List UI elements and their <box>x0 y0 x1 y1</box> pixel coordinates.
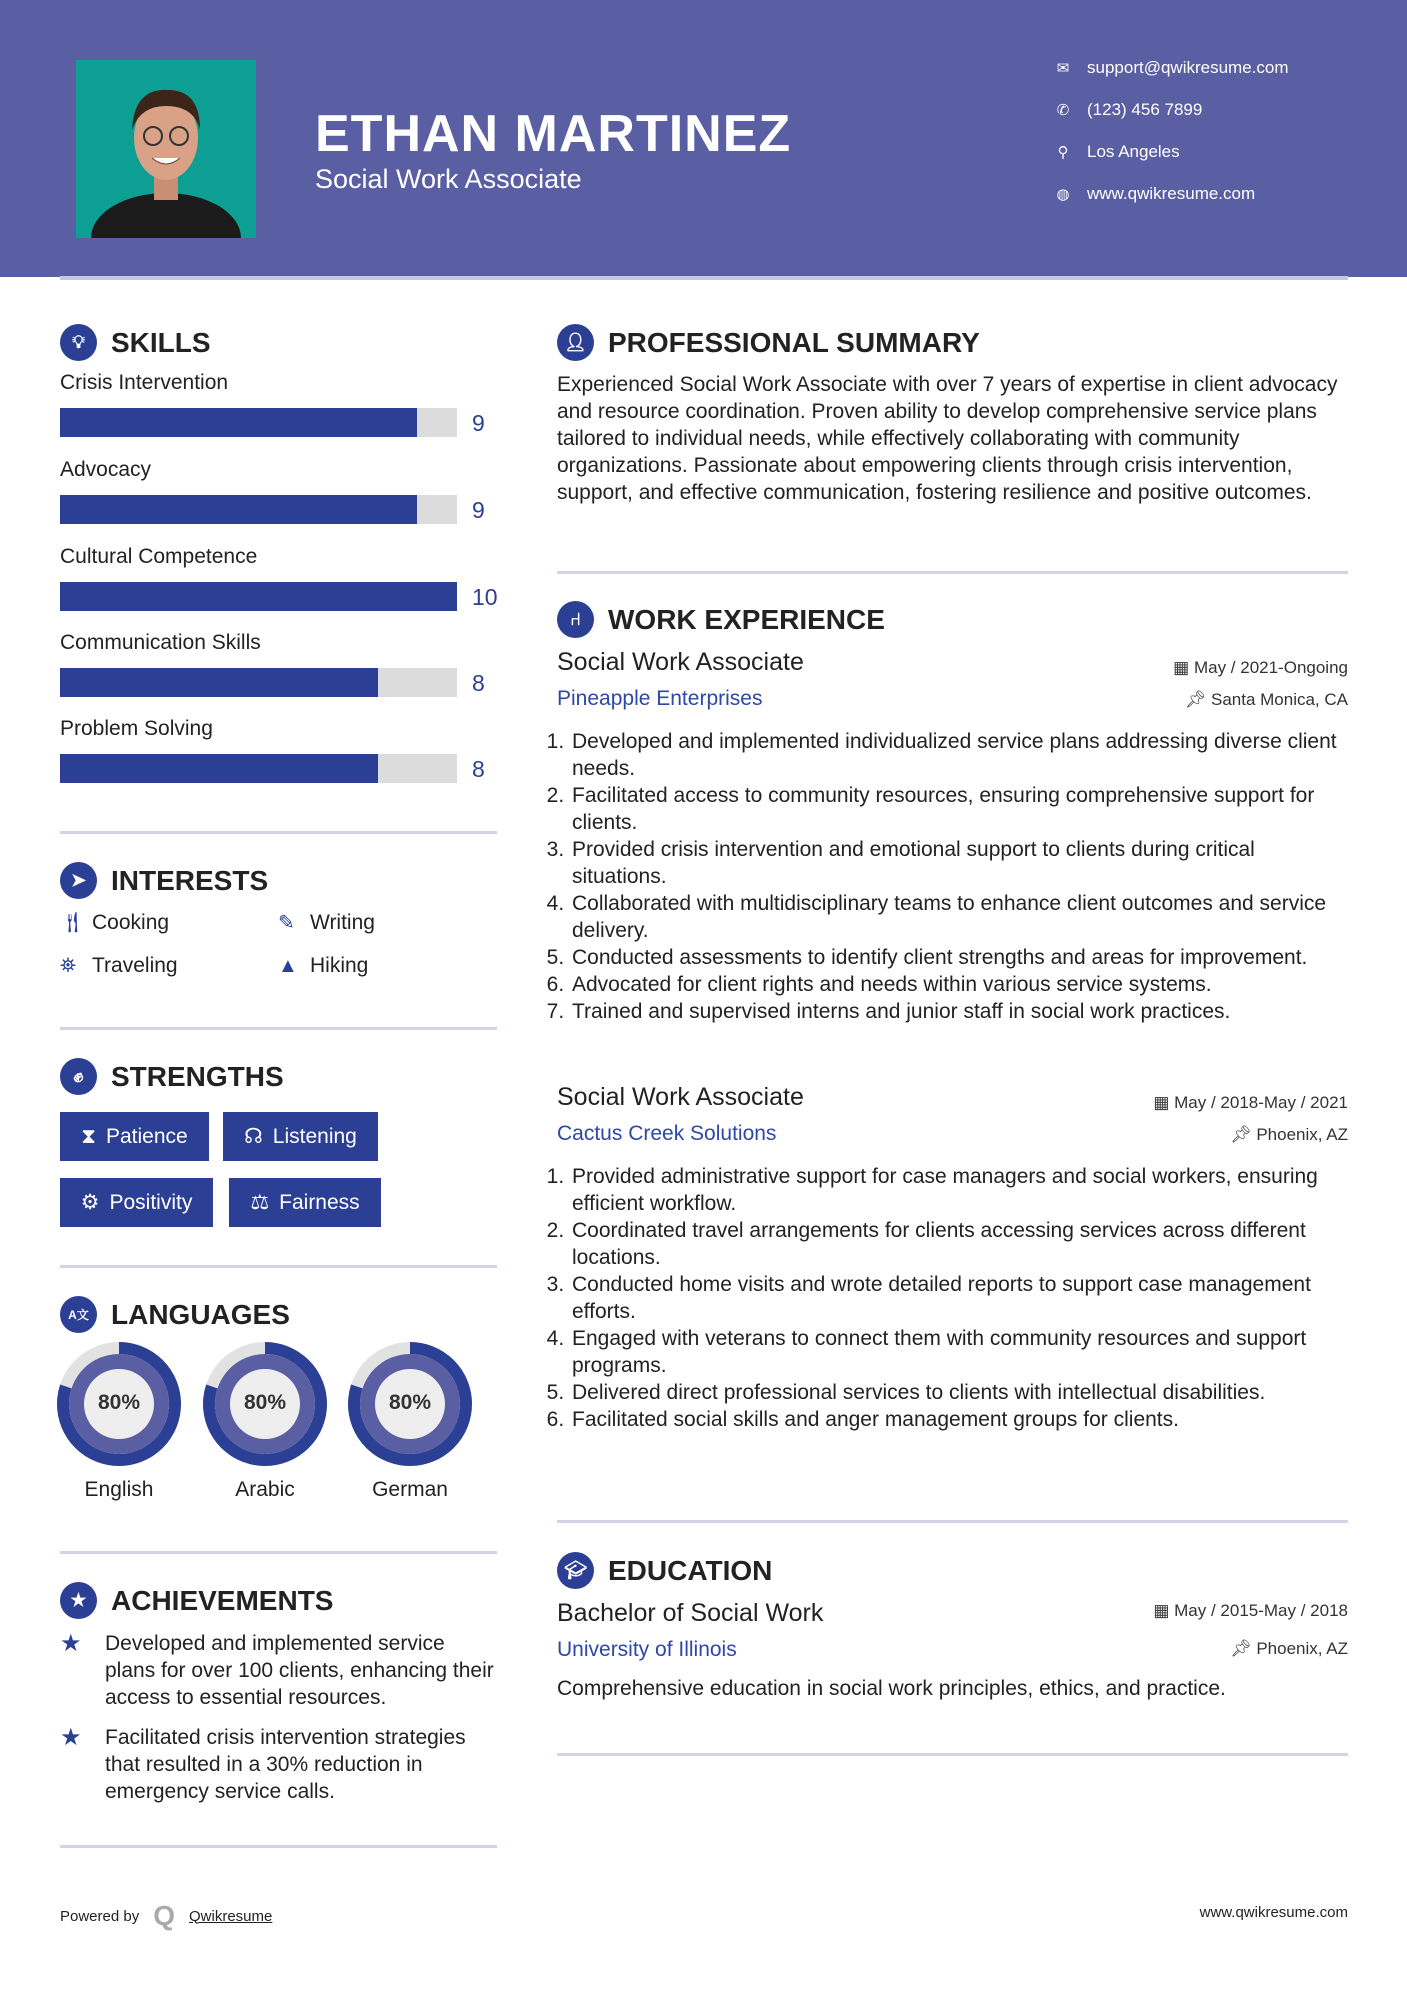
contact-website[interactable] <box>1053 184 1255 204</box>
strength-label: Positivity <box>109 1190 193 1214</box>
user-icon: 👤︎ <box>557 324 594 361</box>
interests-heading <box>60 862 268 899</box>
utensils-icon: 🍴︎ <box>60 912 86 934</box>
location-text: Phoenix, AZ <box>1256 1639 1348 1658</box>
pushpin-icon: 📌︎ <box>1230 1639 1257 1658</box>
skill-label: Advocacy <box>60 458 152 481</box>
paper-plane-icon: ➤ <box>60 862 97 899</box>
contact-location <box>1053 142 1180 162</box>
interest-label: Cooking <box>92 910 170 934</box>
shooting-star-icon: ★ <box>60 1724 82 1751</box>
footer-website[interactable]: www.qwikresume.com <box>1199 1904 1348 1921</box>
qwikresume-logo-icon: Q <box>153 1900 175 1931</box>
skills-title: SKILLS <box>111 326 211 358</box>
interest-label: Hiking <box>310 954 369 977</box>
fist-icon: ✊︎ <box>60 1058 97 1095</box>
bullet-item: 1. Provided administrative support for case managers and social workers, ensuring efficient workflow. <box>570 1163 1348 1217</box>
headphones-icon: ☊ <box>244 1125 263 1148</box>
divider <box>60 1845 497 1848</box>
languages-heading <box>60 1296 290 1333</box>
education-heading <box>557 1552 772 1589</box>
strengths-title: STRENGTHS <box>111 1060 284 1092</box>
interest-hiking <box>278 954 368 978</box>
divider <box>60 1027 497 1030</box>
education-description: Comprehensive education in social work principles, ethics, and practice. <box>557 1677 1226 1700</box>
lightbulb-icon: 💡︎ <box>60 324 97 361</box>
job-title: Social Work Associate <box>557 1083 804 1111</box>
powered-by-text: Powered by <box>60 1907 140 1925</box>
skill-bar <box>60 754 457 783</box>
bullet-item: 7. Trained and supervised interns and junior staff in social work practices. <box>570 998 1348 1025</box>
skill-bar <box>60 582 457 611</box>
summary-text: Experienced Social Work Associate with over 7 years of expertise in client advocacy and resource coordination. Proven ability to develop comprehensive service plans tailored to individual needs, while effectively collaborating with community organizations. Passionate about empowering clients through crisis intervention, support, and effective communication, fostering resilience and positive outcomes. <box>557 373 1338 504</box>
skill-level: 10 <box>472 584 498 610</box>
shooting-star-icon: ★ <box>60 1630 82 1657</box>
job-location <box>1230 1125 1348 1145</box>
skills-heading <box>60 324 211 361</box>
candidate-name: ETHAN MARTINEZ <box>315 105 792 163</box>
education-date <box>1153 1601 1348 1621</box>
star-badge-icon: ★ <box>60 1582 97 1619</box>
achievement-text: Facilitated crisis intervention strategies that resulted in a 30% reduction in emergency service calls. <box>105 1726 466 1803</box>
graduate-icon: 🎓︎ <box>557 1552 594 1589</box>
interest-cooking <box>60 910 169 935</box>
bullet-item: 3. Provided crisis intervention and emotional support to clients during critical situations. <box>570 836 1348 890</box>
interest-label: Traveling <box>92 954 178 977</box>
divider <box>60 831 497 834</box>
job-bullets <box>552 728 1348 1025</box>
contact-email[interactable] <box>1053 58 1289 78</box>
strength-label: Patience <box>106 1124 188 1148</box>
education-location <box>1230 1639 1348 1659</box>
language-name: German <box>372 1478 448 1501</box>
bullet-item: 2. Coordinated travel arrangements for clients accessing services across different locations. <box>570 1217 1348 1271</box>
skill-bar <box>60 495 457 524</box>
summary-heading <box>557 324 980 361</box>
bullet-item: 5. Delivered direct professional services to clients with intellectual disabilities. <box>570 1379 1348 1406</box>
divider <box>557 1520 1348 1523</box>
skill-level: 9 <box>472 497 485 523</box>
bullet-item: 1. Developed and implemented individualized service plans addressing diverse client needs. <box>570 728 1348 782</box>
skill-label: Communication Skills <box>60 631 261 654</box>
language-percent: 80% <box>243 1391 287 1414</box>
language-name: English <box>84 1478 154 1501</box>
map-pin-icon: ⚲ <box>1057 144 1069 161</box>
interest-traveling <box>60 954 178 978</box>
envelope-icon: ✉ <box>1056 60 1070 77</box>
languages-title: LANGUAGES <box>111 1298 290 1330</box>
education-title: EDUCATION <box>608 1554 773 1586</box>
website-text: www.qwikresume.com <box>1087 184 1256 203</box>
header-divider <box>60 276 1348 280</box>
achievement-item <box>60 1630 500 1711</box>
achievement-item <box>60 1724 500 1805</box>
globe-icon: ◍ <box>1056 186 1070 203</box>
skill-level: 9 <box>472 410 485 436</box>
achievement-text: Developed and implemented service plans for over 100 clients, enhancing their access to essential resources. <box>105 1632 494 1709</box>
interest-writing <box>278 910 375 935</box>
bullet-item: 6. Advocated for client rights and needs within various service systems. <box>570 971 1348 998</box>
language-donut <box>203 1342 327 1466</box>
bullet-item: 4. Collaborated with multidisciplinary teams to enhance client outcomes and service delivery. <box>570 890 1348 944</box>
location-text: Phoenix, AZ <box>1256 1125 1348 1144</box>
bullet-item: 3. Conducted home visits and wrote detailed reports to support case management efforts. <box>570 1271 1348 1325</box>
calendar-icon: ▦ <box>1153 1601 1175 1620</box>
date-text: May / 2018-May / 2021 <box>1174 1093 1348 1112</box>
phone-text: (123) 456 7899 <box>1087 100 1203 119</box>
skill-bar <box>60 668 457 697</box>
job-date <box>1173 658 1348 678</box>
divider <box>60 1265 497 1268</box>
location-text: Los Angeles <box>1087 142 1180 161</box>
calendar-icon: ▦ <box>1153 1093 1175 1112</box>
job-location <box>1185 690 1348 710</box>
date-text: May / 2015-May / 2018 <box>1174 1601 1348 1620</box>
degree: Bachelor of Social Work <box>557 1599 824 1627</box>
summary-title: PROFESSIONAL SUMMARY <box>608 326 980 358</box>
interests-title: INTERESTS <box>111 864 269 896</box>
company-name[interactable]: Cactus Creek Solutions <box>557 1122 777 1145</box>
divider <box>557 1753 1348 1756</box>
strength-label: Listening <box>272 1124 357 1148</box>
skill-label: Cultural Competence <box>60 545 258 568</box>
language-name: Arabic <box>235 1478 295 1501</box>
achievements-heading <box>60 1582 333 1619</box>
language-percent: 80% <box>97 1391 141 1414</box>
pushpin-icon: 📌︎ <box>1230 1125 1257 1144</box>
hourglass-icon: ⧗ <box>81 1124 96 1148</box>
skill-bar-fill <box>60 754 378 783</box>
pushpin-icon: 📌︎ <box>1184 690 1211 709</box>
job-date <box>1153 1093 1348 1113</box>
skill-label: Crisis Intervention <box>60 371 229 394</box>
skill-level: 8 <box>472 670 485 696</box>
bullet-item: 6. Facilitated social skills and anger management groups for clients. <box>570 1406 1348 1433</box>
chair-icon: ⑁ <box>557 601 594 638</box>
divider <box>557 571 1348 574</box>
balance-scale-icon: ⚖ <box>250 1191 270 1214</box>
phone-icon: ✆ <box>1056 102 1070 119</box>
binoculars-icon: ⛯ <box>60 954 76 977</box>
job-bullets <box>552 1163 1348 1433</box>
contact-phone[interactable] <box>1053 100 1202 120</box>
language-percent: 80% <box>388 1391 432 1414</box>
footer-powered-by <box>60 1900 272 1932</box>
bullet-item: 2. Facilitated access to community resources, ensuring comprehensive support for clients. <box>570 782 1348 836</box>
qwikresume-link[interactable]: Qwikresume <box>189 1907 273 1925</box>
skill-level: 8 <box>472 756 485 782</box>
interest-label: Writing <box>310 910 375 934</box>
achievements-title: ACHIEVEMENTS <box>111 1584 334 1616</box>
language-donut <box>348 1342 472 1466</box>
date-text: May / 2021-Ongoing <box>1193 658 1348 677</box>
skill-bar-fill <box>60 582 457 611</box>
strength-positivity <box>60 1178 213 1227</box>
skill-bar-fill <box>60 495 417 524</box>
school-name: University of Illinois <box>557 1638 737 1661</box>
skill-bar <box>60 408 457 437</box>
email-text: support@qwikresume.com <box>1087 58 1289 77</box>
bullet-item: 4. Engaged with veterans to connect them with community resources and support programs. <box>570 1325 1348 1379</box>
strength-patience <box>60 1112 209 1161</box>
tree-icon: ▲ <box>278 954 298 977</box>
experience-title: WORK EXPERIENCE <box>608 603 885 635</box>
profile-photo <box>76 60 256 238</box>
location-text: Santa Monica, CA <box>1210 690 1348 709</box>
strength-listening <box>223 1112 378 1161</box>
skill-label: Problem Solving <box>60 717 213 740</box>
job-title: Social Work Associate <box>557 648 804 676</box>
strengths-heading <box>60 1058 284 1095</box>
gear-icon: ⚙ <box>80 1191 100 1214</box>
language-icon: A文 <box>60 1296 97 1333</box>
strength-label: Fairness <box>279 1190 360 1214</box>
company-name[interactable]: Pineapple Enterprises <box>557 687 763 710</box>
candidate-title: Social Work Associate <box>315 164 582 194</box>
pencil-icon: ✎ <box>278 912 295 934</box>
language-donut <box>57 1342 181 1466</box>
divider <box>60 1551 497 1554</box>
strength-fairness <box>229 1178 381 1227</box>
experience-heading <box>557 601 885 638</box>
skill-bar-fill <box>60 668 378 697</box>
skill-bar-fill <box>60 408 417 437</box>
calendar-icon: ▦ <box>1173 658 1194 677</box>
bullet-item: 5. Conducted assessments to identify client strengths and areas for improvement. <box>570 944 1348 971</box>
